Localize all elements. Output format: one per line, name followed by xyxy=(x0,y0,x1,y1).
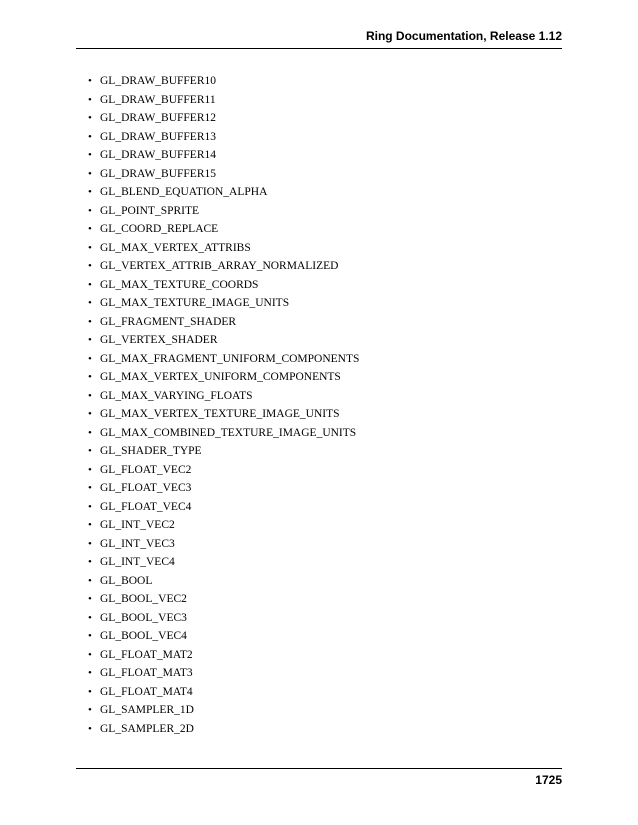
list-item xyxy=(88,535,359,554)
list-item-text: GL_DRAW_BUFFER12 xyxy=(100,112,217,124)
list-item xyxy=(88,720,359,739)
list-item-text: GL_SAMPLER_2D xyxy=(100,722,194,735)
list-item xyxy=(88,405,359,424)
list-item xyxy=(88,572,359,591)
list-item xyxy=(88,165,359,184)
list-item-text: GL_FLOAT_VEC2 xyxy=(100,463,192,476)
list-item-text: GL_MAX_TEXTURE_IMAGE_UNITS xyxy=(100,297,290,309)
list-item-text: GL_MAX_TEXTURE_COORDS xyxy=(100,278,259,291)
bullet-icon: • xyxy=(88,260,92,272)
list-item xyxy=(88,479,359,498)
bullet-icon: • xyxy=(88,167,92,180)
bullet-icon: • xyxy=(88,482,92,494)
footer-divider xyxy=(76,768,562,769)
list-item-text: GL_DRAW_BUFFER14 xyxy=(100,149,217,161)
list-item-text: GL_MAX_VARYING_FLOATS xyxy=(100,389,253,402)
list-item xyxy=(88,664,359,683)
bullet-icon: • xyxy=(88,500,92,513)
list-item-text: GL_DRAW_BUFFER11 xyxy=(100,93,216,106)
list-item-text: GL_BOOL_VEC4 xyxy=(100,630,187,642)
list-item-text: GL_SAMPLER_1D xyxy=(100,704,194,716)
bullet-icon: • xyxy=(88,463,92,476)
list-item-text: GL_FLOAT_MAT2 xyxy=(100,648,193,661)
list-item xyxy=(88,220,359,239)
list-item-text: GL_SHADER_TYPE xyxy=(100,445,202,457)
list-item-text: GL_FLOAT_VEC3 xyxy=(100,482,192,494)
list-item xyxy=(88,91,359,110)
list-item-text: GL_INT_VEC4 xyxy=(100,556,175,568)
bullet-icon: • xyxy=(88,186,92,198)
bullet-icon: • xyxy=(88,389,92,402)
bullet-icon: • xyxy=(88,648,92,661)
bullet-icon: • xyxy=(88,297,92,309)
list-item xyxy=(88,183,359,202)
list-item-text: GL_POINT_SPRITE xyxy=(100,204,200,217)
list-item-text: GL_DRAW_BUFFER15 xyxy=(100,167,217,180)
list-item xyxy=(88,257,359,276)
list-item xyxy=(88,239,359,258)
list-item xyxy=(88,424,359,443)
list-item-text: GL_INT_VEC2 xyxy=(100,519,175,531)
list-item xyxy=(88,516,359,535)
list-item-text: GL_BLEND_EQUATION_ALPHA xyxy=(100,186,268,198)
list-item-text: GL_DRAW_BUFFER10 xyxy=(100,75,217,87)
list-item xyxy=(88,350,359,369)
header-divider xyxy=(76,48,562,49)
constant-list xyxy=(88,72,359,738)
list-item-text: GL_FLOAT_VEC4 xyxy=(100,500,192,513)
bullet-icon: • xyxy=(88,611,92,624)
list-item xyxy=(88,498,359,517)
list-item xyxy=(88,368,359,387)
bullet-icon: • xyxy=(88,315,92,328)
bullet-icon: • xyxy=(88,574,92,587)
bullet-icon: • xyxy=(88,130,92,143)
list-item xyxy=(88,442,359,461)
list-item-text: GL_COORD_REPLACE xyxy=(100,223,219,235)
list-item-text: GL_MAX_VERTEX_ATTRIBS xyxy=(100,241,251,254)
bullet-icon: • xyxy=(88,278,92,291)
list-item-text: GL_BOOL xyxy=(100,574,153,587)
list-item-text: GL_MAX_VERTEX_TEXTURE_IMAGE_UNITS xyxy=(100,408,340,420)
list-item xyxy=(88,646,359,665)
list-item xyxy=(88,294,359,313)
bullet-icon: • xyxy=(88,223,92,235)
bullet-icon: • xyxy=(88,556,92,568)
bullet-icon: • xyxy=(88,426,92,439)
bullet-icon: • xyxy=(88,241,92,254)
bullet-icon: • xyxy=(88,519,92,531)
list-item xyxy=(88,627,359,646)
bullet-icon: • xyxy=(88,408,92,420)
bullet-icon: • xyxy=(88,204,92,217)
list-item-text: GL_MAX_COMBINED_TEXTURE_IMAGE_UNITS xyxy=(100,426,357,439)
list-item xyxy=(88,276,359,295)
list-item-text: GL_FLOAT_MAT4 xyxy=(100,685,193,698)
list-item-text: GL_VERTEX_ATTRIB_ARRAY_NORMALIZED xyxy=(100,260,339,272)
bullet-icon: • xyxy=(88,537,92,550)
list-item xyxy=(88,701,359,720)
list-item-text: GL_MAX_VERTEX_UNIFORM_COMPONENTS xyxy=(100,371,341,383)
list-item xyxy=(88,72,359,91)
list-item xyxy=(88,146,359,165)
list-item xyxy=(88,683,359,702)
bullet-icon: • xyxy=(88,593,92,605)
bullet-icon: • xyxy=(88,112,92,124)
bullet-icon: • xyxy=(88,704,92,716)
list-item-text: GL_VERTEX_SHADER xyxy=(100,334,218,346)
bullet-icon: • xyxy=(88,630,92,642)
bullet-icon: • xyxy=(88,667,92,679)
list-item xyxy=(88,387,359,406)
list-item xyxy=(88,202,359,221)
list-item xyxy=(88,553,359,572)
bullet-icon: • xyxy=(88,371,92,383)
list-item-text: GL_BOOL_VEC3 xyxy=(100,611,187,624)
list-item-text: GL_FRAGMENT_SHADER xyxy=(100,315,237,328)
bullet-icon: • xyxy=(88,334,92,346)
list-item-text: GL_MAX_FRAGMENT_UNIFORM_COMPONENTS xyxy=(100,352,360,365)
list-item xyxy=(88,313,359,332)
list-item xyxy=(88,461,359,480)
list-item-text: GL_BOOL_VEC2 xyxy=(100,593,187,605)
list-item-text: GL_INT_VEC3 xyxy=(100,537,175,550)
list-item xyxy=(88,109,359,128)
bullet-icon: • xyxy=(88,685,92,698)
bullet-icon: • xyxy=(88,352,92,365)
list-item-text: GL_FLOAT_MAT3 xyxy=(100,667,193,679)
bullet-icon: • xyxy=(88,93,92,106)
bullet-icon: • xyxy=(88,722,92,735)
bullet-icon: • xyxy=(88,445,92,457)
running-header-title: Ring Documentation, Release 1.12 xyxy=(365,29,562,43)
list-item xyxy=(88,590,359,609)
page-number: 1725 xyxy=(535,773,562,787)
list-item xyxy=(88,128,359,147)
bullet-icon: • xyxy=(88,149,92,161)
list-item-text: GL_DRAW_BUFFER13 xyxy=(100,130,217,143)
bullet-icon: • xyxy=(88,75,92,87)
list-item xyxy=(88,609,359,628)
list-item xyxy=(88,331,359,350)
